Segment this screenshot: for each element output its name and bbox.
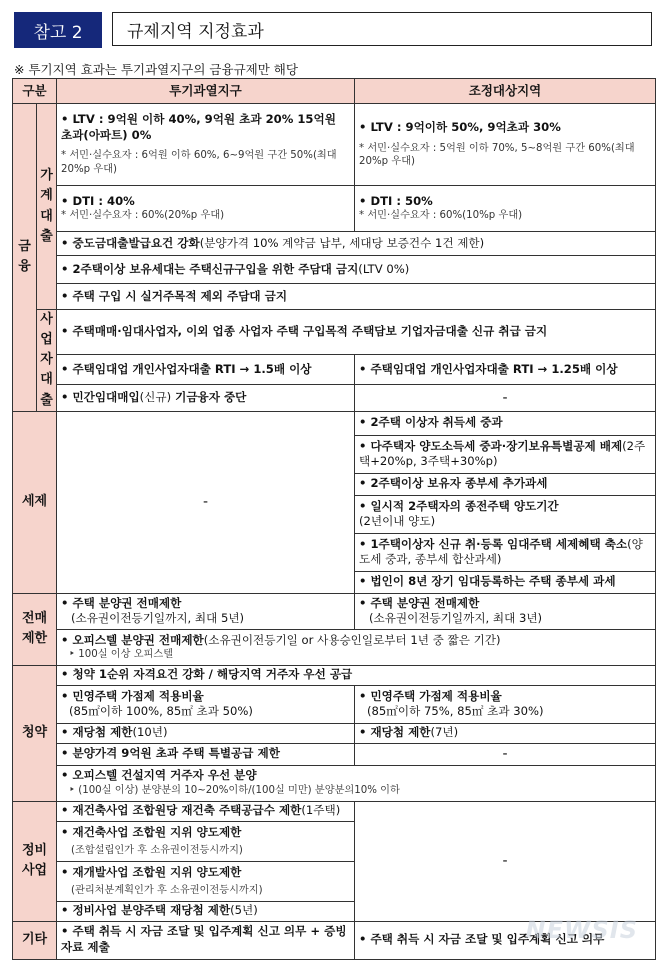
- category-finance: 금융: [13, 104, 37, 412]
- redev-item-1: • 재건축사업 조합원당 재건축 주택공급수 제한(1주택): [57, 801, 355, 821]
- table-row: [13, 685, 656, 723]
- table-row: [13, 354, 656, 385]
- special-supply-adjustment: -: [355, 743, 656, 765]
- table-row: [13, 310, 656, 355]
- regulation-table: [12, 78, 656, 960]
- tax-item-1: • 2주택 이상자 취득세 중과: [355, 411, 656, 435]
- private-rental-speculative: • 민간임대매입(신규) 기금융자 중단: [57, 385, 355, 411]
- officetel-resale-row: • 오피스텔 분양권 전매제한(소유권이전등기일 or 사용승인일로부터 1년 중 짧은 기간) ‣ 100실 이상 오피스텔: [57, 629, 656, 665]
- category-business-loan: 사업자대출: [37, 310, 57, 412]
- tax-item-6: • 법인이 8년 장기 임대등록하는 주택 종부세 과세: [355, 571, 656, 593]
- tax-item-4: • 일시적 2주택자의 종전주택 양도기간 (2년이내 양도): [355, 495, 656, 533]
- private-rental-adjustment: -: [355, 385, 656, 411]
- rti-adjustment: • 주택임대업 개인사업자대출 RTI → 1.25배 이상: [355, 354, 656, 385]
- tax-speculative: -: [57, 411, 355, 593]
- ltv-speculative: • LTV : 9억원 이하 40%, 9억원 초과 20% 15억원 초과(아파트) 0% * 서민·실수요자 : 6억원 이하 60%, 6~9억원 구간 50%(최대 20%p 우대): [57, 104, 355, 186]
- loan-requirement-row: • 중도금대출발급요건 강화(분양가격 10% 계약금 납부, 세대당 보증건수 1건 제한): [57, 232, 656, 256]
- table-row: [13, 723, 656, 743]
- redev-item-4: • 정비사업 분양주택 재당첨 제한(5년): [57, 901, 355, 921]
- rewin-adjustment: • 재당첨 제한(7년): [355, 723, 656, 743]
- table-row: [13, 104, 656, 186]
- reference-badge: 참고 2: [14, 12, 102, 48]
- etc-adjustment: • 주택 취득 시 자금 조달 및 입주계획 신고 의무: [355, 921, 656, 959]
- table-row: [13, 765, 656, 801]
- table-row: [13, 411, 656, 435]
- resale-adjustment: • 주택 분양권 전매제한 (소유권이전등기일까지, 최대 3년): [355, 593, 656, 629]
- table-row: [13, 256, 656, 284]
- category-resale: 전매제한: [13, 593, 57, 665]
- header: [14, 12, 654, 48]
- rewin-speculative: • 재당첨 제한(10년): [57, 723, 355, 743]
- table-row: [13, 284, 656, 310]
- table-row: [13, 186, 656, 232]
- category-tax: 세제: [13, 411, 57, 593]
- subscription-points-speculative: • 민영주택 가점제 적용비율 (85㎡이하 100%, 85㎡ 초과 50%): [57, 685, 355, 723]
- tax-item-2: • 다주택자 양도소득세 중과·장기보유특별공제 배제(2주택+20%p, 3주택+30%p): [355, 435, 656, 473]
- redev-adjustment: -: [355, 801, 656, 921]
- multi-home-loan-row: • 2주택이상 보유세대는 주택신규구입을 위한 주담대 금지(LTV 0%): [57, 256, 656, 284]
- table-row: [13, 593, 656, 629]
- header-speculative: 투기과열지구: [57, 79, 355, 104]
- ltv-adjustment: • LTV : 9억이하 50%, 9억초과 30% * 서민·실수요자 : 5억원 이하 70%, 5~8억원 구간 60%(최대 20%p 우대): [355, 104, 656, 186]
- note: ※ 투기지역 효과는 투기과열지구의 금융규제만 해당: [14, 62, 298, 77]
- category-household-loan: 가계대출: [37, 104, 57, 310]
- resale-speculative: • 주택 분양권 전매제한 (소유권이전등기일까지, 최대 5년): [57, 593, 355, 629]
- redev-item-3: • 재개발사업 조합원 지위 양도제한 (관리처분계획인가 후 소유권이전등시까지): [57, 861, 355, 901]
- officetel-priority-row: • 오피스텔 건설지역 거주자 우선 분양 ‣ (100실 이상) 분양분의 10~20%이하/(100실 미만) 분양분의10% 이하: [57, 765, 656, 801]
- category-redevelopment: 정비사업: [13, 801, 57, 921]
- newsis-watermark: NEWSIS: [525, 916, 638, 944]
- page-title: 규제지역 지정효과: [112, 12, 652, 46]
- rti-speculative: • 주택임대업 개인사업자대출 RTI → 1.5배 이상: [57, 354, 355, 385]
- table-row: [13, 629, 656, 665]
- business-loan-row: • 주택매매·임대사업자, 이외 업종 사업자 주택 구입목적 주택담보 기업자금대출 신규 취급 금지: [57, 310, 656, 355]
- category-subscription: 청약: [13, 665, 57, 801]
- redev-item-2: • 재건축사업 조합원 지위 양도제한 (조합설립인가 후 소유권이전등시까지): [57, 821, 355, 861]
- table-row: [13, 385, 656, 411]
- etc-speculative: • 주택 취득 시 자금 조달 및 입주계획 신고 의무 + 증빙자료 제출: [57, 921, 355, 959]
- subscription-item-1: • 청약 1순위 자격요건 강화 / 해당지역 거주자 우선 공급: [57, 665, 656, 685]
- tax-item-3: • 2주택이상 보유자 종부세 추가과세: [355, 473, 656, 495]
- special-supply-speculative: • 분양가격 9억원 초과 주택 특별공급 제한: [57, 743, 355, 765]
- residence-loan-row: • 주택 구입 시 실거주목적 제외 주담대 금지: [57, 284, 656, 310]
- table-header-row: [13, 79, 656, 104]
- dti-adjustment: • DTI : 50% * 서민·실수요자 : 60%(10%p 우대): [355, 186, 656, 232]
- subscription-points-adjustment: • 민영주택 가점제 적용비율 (85㎡이하 75%, 85㎡ 초과 30%): [355, 685, 656, 723]
- dti-speculative: • DTI : 40% * 서민·실수요자 : 60%(20%p 우대): [57, 186, 355, 232]
- category-etc: 기타: [13, 921, 57, 959]
- table-row: [13, 743, 656, 765]
- header-adjustment: 조정대상지역: [355, 79, 656, 104]
- header-category: 구분: [13, 79, 57, 104]
- table-row: [13, 665, 656, 685]
- table-row: [13, 801, 656, 821]
- table-row: [13, 232, 656, 256]
- tax-item-5: • 1주택이상자 신규 취·등록 임대주택 세제혜택 축소(양도세 중과, 종부세 합산과세): [355, 533, 656, 571]
